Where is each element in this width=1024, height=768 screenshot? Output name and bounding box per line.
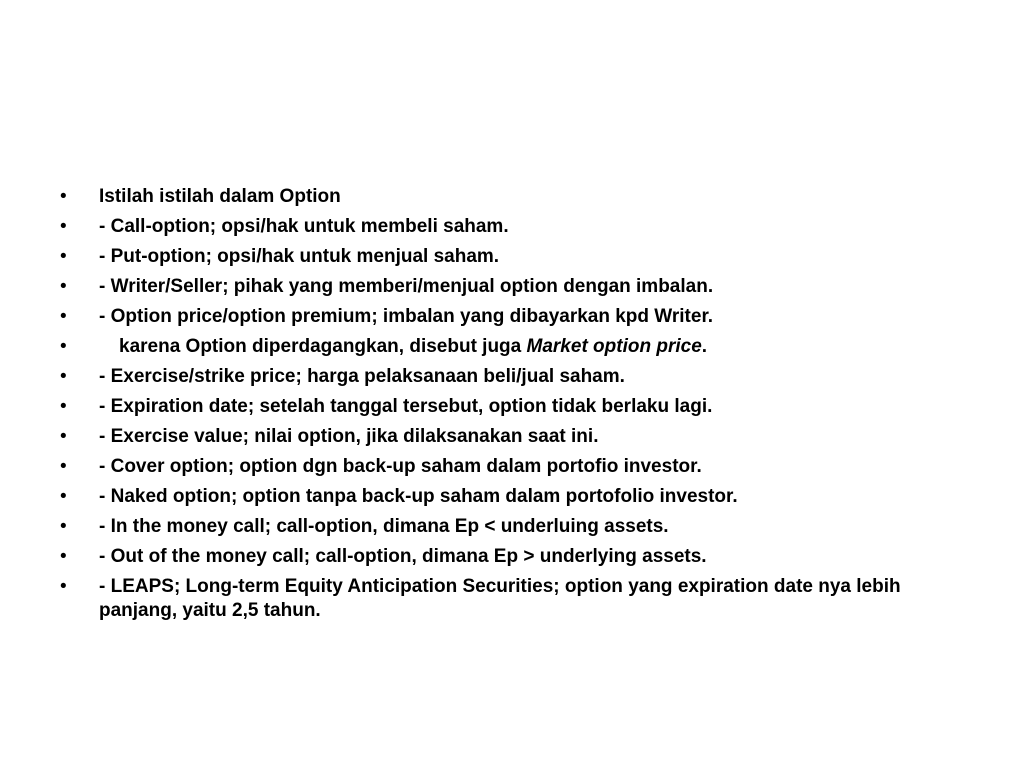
bullet-icon: • [60,486,67,507]
bullet-icon: • [60,366,67,387]
list-item [60,332,980,362]
list-item [60,182,980,212]
list-item [60,572,980,623]
bullet-icon: • [60,246,67,267]
list-item-text: - Put-option; opsi/hak untuk menjual saham. [99,246,500,267]
bullet-icon: • [60,516,67,537]
list-item [60,272,980,302]
list-item-text: - Naked option; option tanpa back-up saham dalam portofolio investor. [99,486,738,507]
bullet-icon: • [60,426,67,447]
list-item-text: - Out of the money call; call-option, dimana Ep > underlying assets. [99,546,707,567]
list-item [60,212,980,242]
bullet-icon: • [60,306,67,327]
bullet-icon: • [60,276,67,297]
bullet-icon: • [60,456,67,477]
list-item [60,452,980,482]
list-item-text: - Cover option; option dgn back-up saham dalam portofio investor. [99,456,702,477]
list-item [60,512,980,542]
list-item [60,542,980,572]
list-item [60,302,980,332]
list-item-text: - Option price/option premium; imbalan yang dibayarkan kpd Writer. [99,306,714,327]
bullet-icon: • [60,336,67,357]
list-item-text: - Call-option; opsi/hak untuk membeli saham. [99,216,509,237]
list-item-text: - Exercise value; nilai option, jika dilaksanakan saat ini. [99,426,599,447]
list-item-text: - Writer/Seller; pihak yang memberi/menjual option dengan imbalan. [99,276,714,297]
list-item-text: - In the money call; call-option, dimana Ep < underluing assets. [99,516,669,537]
list-item-text: - LEAPS; Long-term Equity Anticipation Securities; option yang expiration date nya lebih panjang, yaitu 2,5 tahun. [99,576,901,621]
list-item [60,242,980,272]
list-item-text: Istilah istilah dalam Option [99,186,341,207]
list-item-text: karena Option diperdagangkan, disebut juga [119,336,527,357]
bullet-icon: • [60,216,67,237]
list-item-italic-text: Market option price [526,336,702,357]
list-item-text: - Expiration date; setelah tanggal tersebut, option tidak berlaku lagi. [99,396,713,417]
bullet-icon: • [60,576,67,597]
list-item-text-end: . [701,336,708,357]
list-item [60,362,980,392]
list-item [60,422,980,452]
bullet-icon: • [60,186,67,207]
list-item [60,392,980,422]
list-item-text: - Exercise/strike price; harga pelaksanaan beli/jual saham. [99,366,625,387]
bullet-list [60,182,980,623]
list-item [60,482,980,512]
bullet-icon: • [60,396,67,417]
bullet-icon: • [60,546,67,567]
